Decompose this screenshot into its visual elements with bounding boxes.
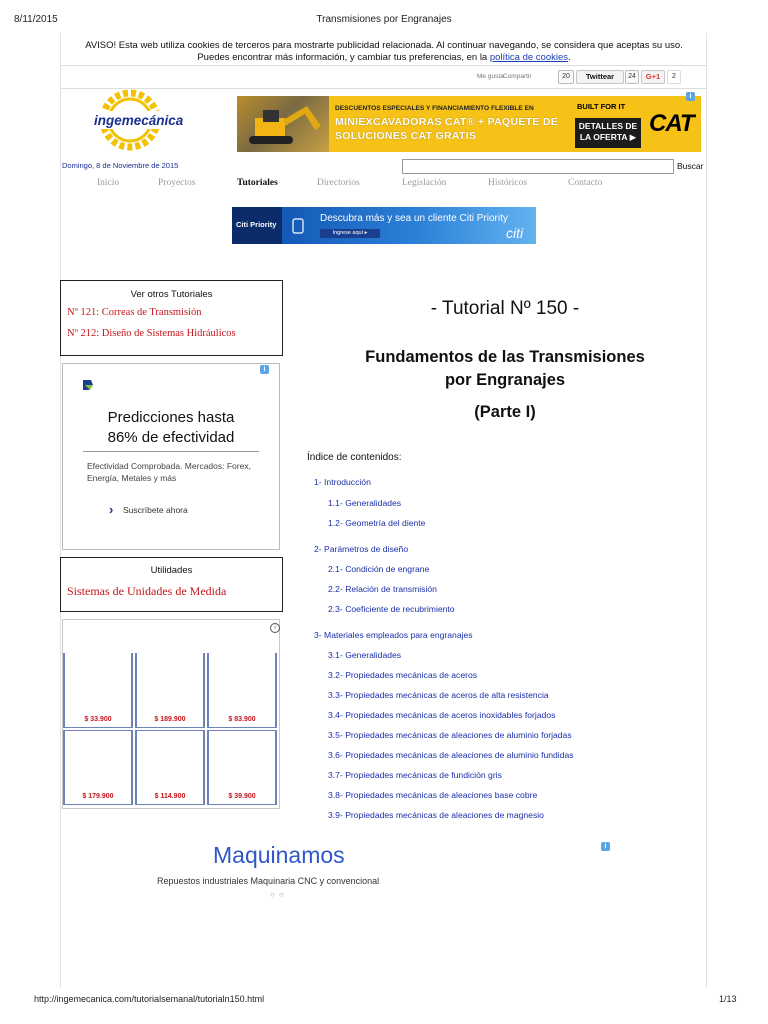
page-frame-left — [60, 33, 61, 988]
units-systems-link[interactable]: Sistemas de Unidades de Medida — [67, 584, 227, 598]
citi-logo: citi — [506, 225, 524, 241]
cat-ad-banner[interactable] — [237, 96, 701, 152]
page-title: Fundamentos de las Transmisiones por Engranajes — [365, 348, 645, 389]
toc-link[interactable]: 3.3- Propiedades mecánicas de aceros de alta resistencia — [328, 690, 549, 700]
toc-link[interactable]: 3.1- Generalidades — [328, 650, 402, 660]
chevron-right-icon: › — [109, 502, 114, 517]
citi-message: Descubra más y sea un cliente Citi Priority — [320, 213, 508, 224]
product-tile[interactable] — [135, 653, 205, 728]
toc-link[interactable]: 3- Materiales empleados para engranajes — [314, 630, 473, 640]
twitter-count: 24 — [625, 70, 639, 84]
utilities-heading: Utilidades — [150, 565, 193, 576]
gplus-count: 2 — [667, 70, 681, 84]
cat-ad-line-3: SOLUCIONES CAT GRATIS — [335, 130, 477, 142]
citi-ad-banner[interactable] — [232, 207, 536, 244]
site-logo[interactable] — [80, 87, 210, 153]
tutorial-number: - Tutorial Nº 150 - — [430, 298, 580, 319]
product-price: $ 39.900 — [228, 793, 256, 800]
twitter-button[interactable]: Twittear — [576, 70, 624, 84]
toc-link[interactable]: 3.2- Propiedades mecánicas de aceros — [328, 670, 478, 680]
nav-contacto[interactable]: Contacto — [568, 178, 603, 188]
citi-brand-panel: Citi Priority — [232, 207, 282, 244]
cat-logo: CAT — [649, 110, 694, 137]
cookie-notice — [62, 40, 706, 64]
broker-logo-icon — [81, 378, 95, 392]
ad-title-line-2: 86% de efectividad — [107, 429, 235, 446]
like-button[interactable]: Me gusta — [477, 73, 504, 80]
other-tutorials-heading: Ver otros Tutoriales — [130, 289, 213, 300]
page-frame-right — [706, 33, 707, 988]
adchoices-icon[interactable]: i — [686, 92, 695, 101]
print-page-number: 1/13 — [719, 994, 737, 1004]
adchoices-icon[interactable]: i — [260, 365, 269, 374]
tutorial-link-121[interactable]: Nº 121: Correas de Transmisión — [67, 307, 202, 318]
other-tutorials-box — [60, 280, 283, 356]
citi-device-icon — [290, 218, 306, 234]
cat-ad-text — [335, 102, 567, 146]
product-price: $ 33.900 — [84, 716, 112, 723]
toc-link[interactable]: 3.5- Propiedades mecánicas de aleaciones de aluminio forjadas — [328, 730, 572, 740]
product-price: $ 83.900 — [228, 716, 256, 723]
search-button[interactable]: Buscar — [677, 158, 707, 173]
maquinamos-ad-title[interactable]: Maquinamos — [213, 842, 345, 868]
product-tile[interactable] — [63, 653, 133, 728]
citi-cta-button[interactable]: Ingrese aquí ▸ — [320, 229, 380, 238]
product-tile[interactable] — [207, 653, 277, 728]
toc-link[interactable]: 3.8- Propiedades mecánicas de aleaciones base cobre — [328, 790, 538, 800]
cat-ad-line-1: DESCUENTOS ESPECIALES Y FINANCIAMIENTO FLEXIBLE EN — [335, 105, 534, 112]
toc-link[interactable]: 3.6- Propiedades mecánicas de aleaciones de aluminio fundidas — [328, 750, 574, 760]
share-button[interactable]: Compartir — [503, 73, 532, 80]
logo-text: ingemecánica — [94, 113, 184, 128]
toc-link[interactable]: 2.1- Condición de engrane — [328, 564, 430, 574]
toc-link[interactable]: 1.1- Generalidades — [328, 498, 402, 508]
product-price: $ 179.900 — [82, 793, 114, 800]
nav-directorios[interactable]: Directorios — [317, 178, 360, 188]
product-ad-grid — [62, 619, 280, 809]
product-tile[interactable] — [207, 730, 277, 805]
search-input[interactable] — [402, 159, 674, 174]
nav-proyectos[interactable]: Proyectos — [158, 178, 196, 188]
cat-ad-line-2: MINIEXCAVADORAS CAT® + PAQUETE DE — [335, 116, 559, 128]
ad-description: Efectividad Comprobada. Mercados: Forex, Energía, Metales y más — [87, 461, 251, 483]
social-bar — [61, 65, 707, 89]
cookie-line-2: Puedes encontrar más información, y cambiar tus preferencias, en la política de cookies. — [197, 52, 571, 63]
product-price: $ 114.900 — [154, 793, 186, 800]
adchoices-icon[interactable]: i — [601, 842, 610, 851]
toc-link[interactable]: 2.2- Relación de transmisión — [328, 584, 437, 594]
nav-historicos[interactable]: Históricos — [488, 178, 528, 188]
toc-link[interactable]: 3.4- Propiedades mecánicas de aceros inoxidables forjados — [328, 710, 556, 720]
maquinamos-ad-subtitle: Repuestos industriales Maquinaria CNC y convencional — [157, 876, 380, 886]
cookie-line-1: AVISO! Esta web utiliza cookies de terceros para mostrarte publicidad relacionada. Al continuar navegando, se considera que aceptas su uso. — [85, 40, 683, 51]
toc-link[interactable]: 3.7- Propiedades mecánicas de fundición gris — [328, 770, 502, 780]
part-label: (Parte I) — [474, 403, 536, 421]
ad-subscribe-link[interactable]: Suscríbete ahora — [123, 505, 188, 515]
nav-inicio[interactable]: Inicio — [97, 178, 120, 188]
tutorial-link-212[interactable]: Nº 212: Diseño de Sistemas Hidráulicos — [67, 328, 236, 339]
product-tile[interactable] — [135, 730, 205, 805]
toc-link[interactable]: 3.9- Propiedades mecánicas de aleaciones de magnesio — [328, 810, 544, 820]
ad-divider — [83, 451, 259, 452]
share-count: 20 — [558, 70, 574, 84]
cookie-policy-link[interactable]: política de cookies — [489, 52, 569, 63]
print-url: http://ingemecanica.com/tutorialsemanal/tutorialn150.html — [34, 994, 265, 1004]
print-title: Transmisiones por Engranajes — [316, 14, 452, 25]
excavator-image — [237, 96, 329, 152]
nav-legislacion[interactable]: Legislación — [402, 178, 447, 188]
toc-link[interactable]: 2.3- Coeficiente de recubrimiento — [328, 604, 455, 614]
predictions-ad[interactable] — [62, 363, 280, 550]
header-date: Domingo, 8 de Noviembre de 2015 — [62, 161, 179, 170]
toc-link[interactable]: 1- Introducción — [314, 477, 371, 487]
toc-link[interactable]: 1.2- Geometría del diente — [328, 518, 426, 528]
ad-title-line-1: Predicciones hasta — [107, 409, 235, 426]
gplus-button[interactable]: G+1 — [641, 70, 665, 84]
product-tile[interactable] — [63, 730, 133, 805]
index-heading: Índice de contenidos: — [307, 452, 402, 463]
cat-built-for-it: BUILT FOR IT — [577, 102, 626, 111]
product-price: $ 189.900 — [154, 716, 186, 723]
carousel-dots[interactable]: ○○ — [270, 890, 288, 899]
cat-offer-button[interactable]: DETALLES DE LA OFERTA ▶ — [575, 118, 641, 148]
nav-tutoriales[interactable]: Tutoriales — [237, 178, 278, 188]
utilities-box — [60, 557, 283, 612]
print-date: 8/11/2015 — [14, 14, 58, 25]
toc-link[interactable]: 2- Parámetros de diseño — [314, 544, 409, 554]
info-icon[interactable]: i — [270, 623, 280, 633]
